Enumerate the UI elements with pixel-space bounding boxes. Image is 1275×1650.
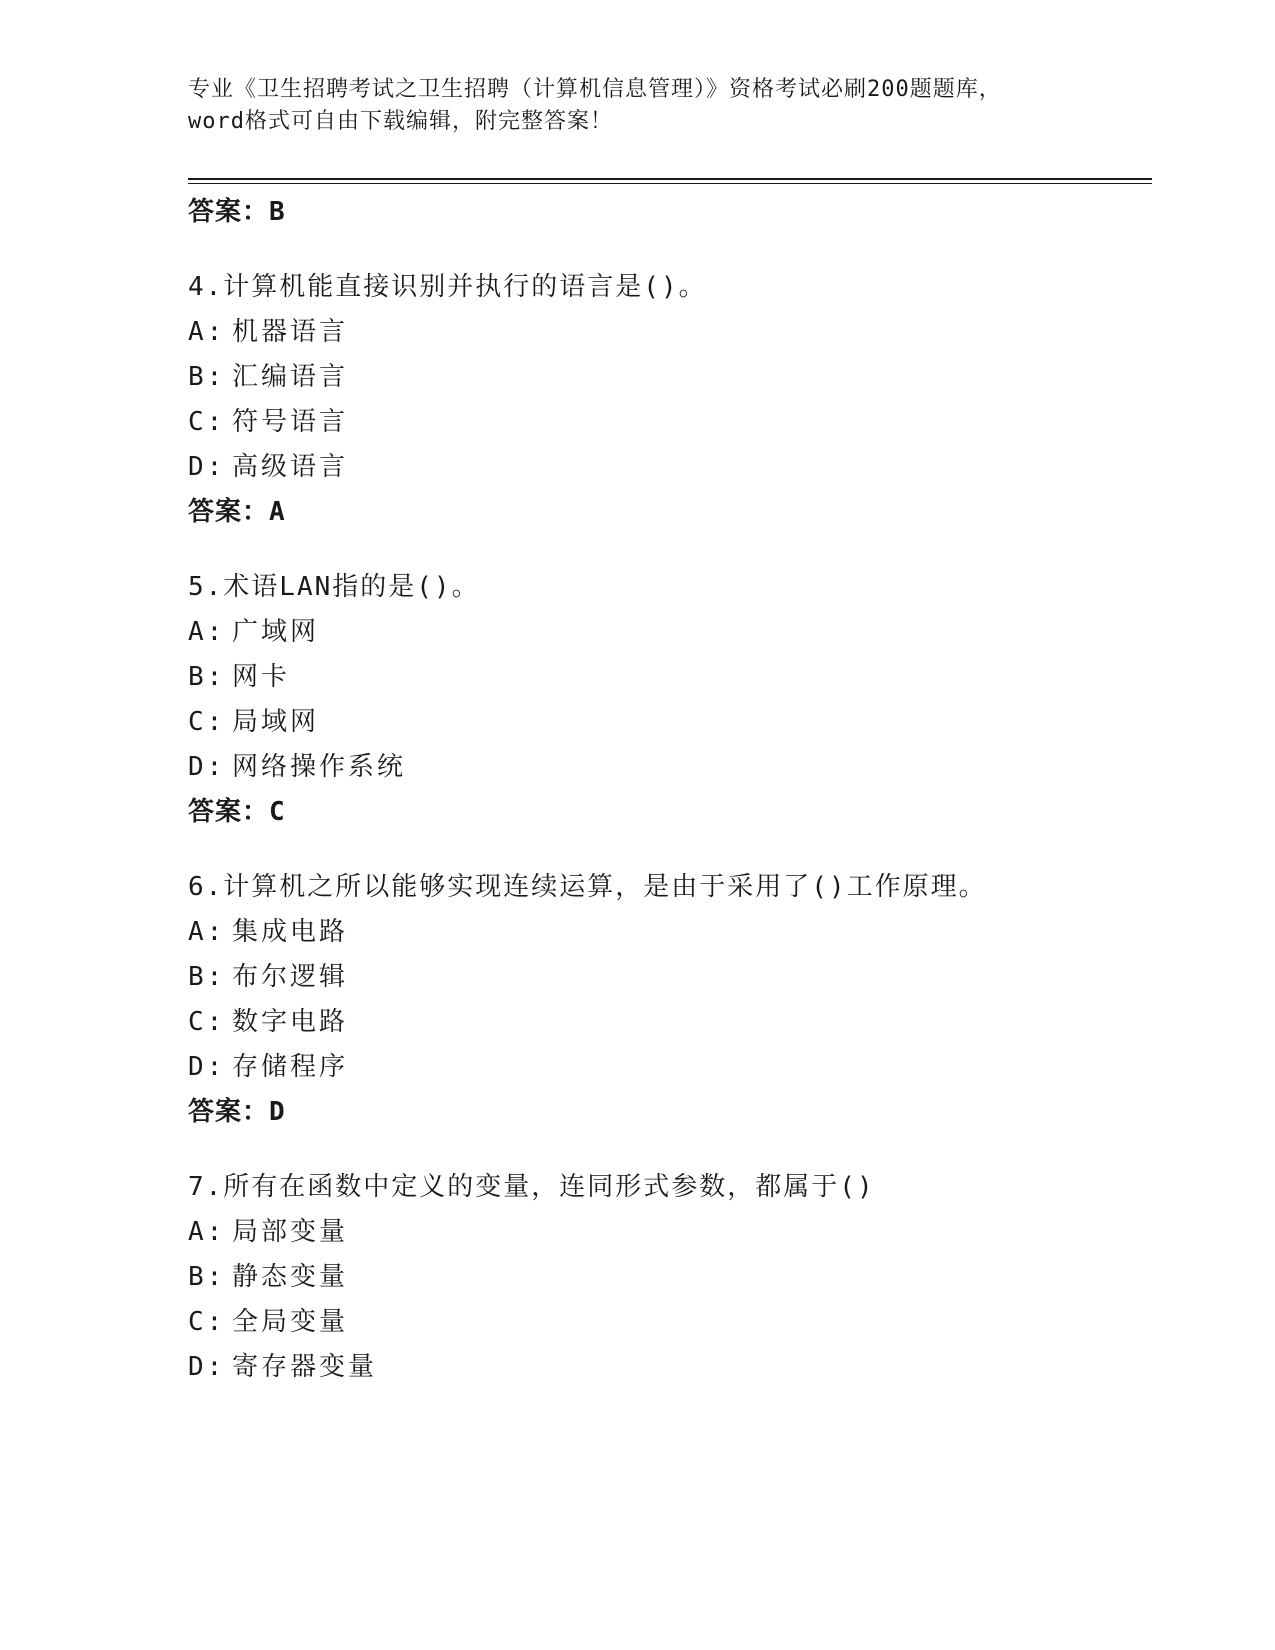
header-divider-thick — [188, 178, 1152, 180]
option-text: 局部变量 — [232, 1217, 349, 1247]
answer-line: 答案：B — [188, 197, 286, 227]
option-letter: C: — [188, 707, 226, 737]
option-b — [188, 355, 1148, 400]
header-divider-thin — [188, 183, 1152, 184]
option-letter: B: — [188, 1262, 226, 1292]
document-header — [188, 74, 1088, 138]
answer-line: 答案：D — [188, 1097, 286, 1127]
option-c — [188, 1000, 1148, 1045]
question-list — [188, 190, 1148, 1390]
header-line-2: word格式可自由下载编辑，附完整答案！ — [188, 109, 613, 134]
option-letter: D: — [188, 452, 226, 482]
option-d — [188, 1345, 1148, 1390]
question-text: 7.所有在函数中定义的变量，连同形式参数，都属于() — [188, 1172, 875, 1202]
option-c — [188, 400, 1148, 445]
question-item — [188, 265, 1148, 535]
question-text: 4.计算机能直接识别并执行的语言是()。 — [188, 272, 707, 302]
option-d — [188, 745, 1148, 790]
option-text: 网络操作系统 — [232, 752, 407, 782]
question-item — [188, 565, 1148, 835]
option-letter: B: — [188, 962, 226, 992]
answer-line: 答案：C — [188, 797, 286, 827]
option-letter: A: — [188, 1217, 226, 1247]
option-letter: C: — [188, 1307, 226, 1337]
option-a — [188, 910, 1148, 955]
option-letter: A: — [188, 617, 226, 647]
option-letter: A: — [188, 917, 226, 947]
option-text: 数字电路 — [232, 1007, 349, 1037]
option-c — [188, 700, 1148, 745]
option-text: 全局变量 — [232, 1307, 349, 1337]
option-text: 汇编语言 — [232, 362, 349, 392]
question-item — [188, 865, 1148, 1135]
answer-line: 答案：A — [188, 497, 286, 527]
option-a — [188, 310, 1148, 355]
option-text: 存储程序 — [232, 1052, 349, 1082]
option-text: 寄存器变量 — [232, 1352, 378, 1382]
option-text: 机器语言 — [232, 317, 349, 347]
option-text: 网卡 — [232, 662, 291, 692]
option-d — [188, 1045, 1148, 1090]
option-text: 高级语言 — [232, 452, 349, 482]
option-letter: C: — [188, 1007, 226, 1037]
option-text: 静态变量 — [232, 1262, 349, 1292]
option-letter: B: — [188, 362, 226, 392]
option-letter: D: — [188, 752, 226, 782]
option-text: 广域网 — [232, 617, 320, 647]
option-b — [188, 1255, 1148, 1300]
option-letter: A: — [188, 317, 226, 347]
option-text: 集成电路 — [232, 917, 349, 947]
option-b — [188, 955, 1148, 1000]
option-letter: B: — [188, 662, 226, 692]
option-a — [188, 1210, 1148, 1255]
option-letter: D: — [188, 1052, 226, 1082]
option-text: 局域网 — [232, 707, 320, 737]
option-a — [188, 610, 1148, 655]
option-text: 符号语言 — [232, 407, 349, 437]
option-letter: C: — [188, 407, 226, 437]
option-letter: D: — [188, 1352, 226, 1382]
header-line-1: 专业《卫生招聘考试之卫生招聘（计算机信息管理）》资格考试必刷200题题库， — [188, 77, 1002, 102]
question-text: 6.计算机之所以能够实现连续运算，是由于采用了()工作原理。 — [188, 872, 987, 902]
option-d — [188, 445, 1148, 490]
question-text: 5.术语LAN指的是()。 — [188, 572, 480, 602]
option-text: 布尔逻辑 — [232, 962, 349, 992]
option-c — [188, 1300, 1148, 1345]
question-item — [188, 1165, 1148, 1390]
option-b — [188, 655, 1148, 700]
